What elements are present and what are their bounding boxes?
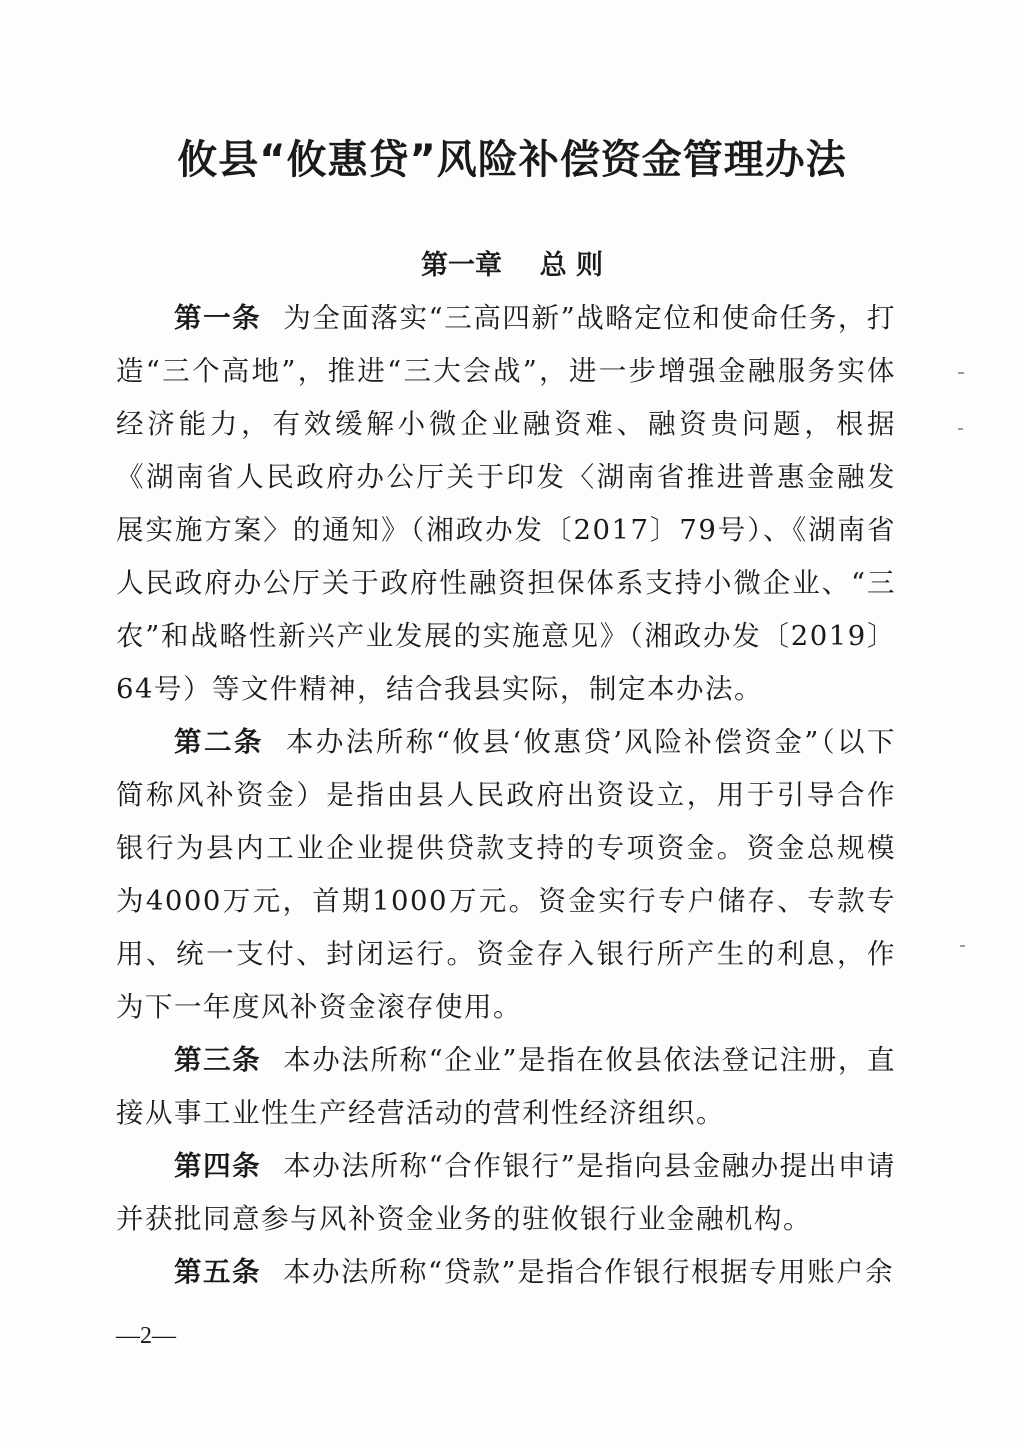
scan-speck xyxy=(960,945,965,947)
article-text: 本办法所称“合作银行”是指向县金融办提出申请并获批同意参与风补资金业务的驻攸银行业金融机构。 xyxy=(116,1150,896,1235)
article-4 xyxy=(116,1140,896,1246)
article-5 xyxy=(116,1246,896,1299)
article-text: 本办法所称“贷款”是指合作银行根据专用账户余 xyxy=(283,1256,895,1288)
article-label: 第五条 xyxy=(174,1256,261,1288)
article-label: 第一条 xyxy=(174,302,262,334)
article-text: 为全面落实“三高四新”战略定位和使命任务，打造“三个高地”，推进“三大会战”，进一步增强金融服务实体经济能力，有效缓解小微企业融资难、融资贵问题，根据《湖南省人民政府办公厅关于印发〈湖南省推进普惠金融发展实施方案〉的通知》（湘政办发〔2017〕79号）、《湖南省人民政府办公厅关于政府性融资担保体系支持小微企业、“三农”和战略性新兴产业发展的实施意见》（湘政办发〔2019〕64号）等文件精神，结合我县实际，制定本办法。 xyxy=(116,302,896,705)
page-number: —2— xyxy=(116,1323,176,1349)
article-1 xyxy=(116,292,896,716)
chapter-heading: 第一章 总 则 xyxy=(421,250,603,281)
scan-speck xyxy=(958,428,963,430)
article-text: 本办法所称“企业”是指在攸县依法登记注册，直接从事工业性生产经营活动的营利性经济组织。 xyxy=(116,1044,896,1129)
document-title: 攸县“攸惠贷”风险补偿资金管理办法 xyxy=(177,137,847,183)
article-3 xyxy=(116,1034,896,1140)
scan-speck xyxy=(958,372,964,374)
article-label: 第三条 xyxy=(174,1044,262,1076)
document-body xyxy=(116,292,896,1299)
article-label: 第二条 xyxy=(174,726,264,758)
article-2 xyxy=(116,716,896,1034)
article-text: 本办法所称“攸县‘攸惠贷’风险补偿资金”（以下简称风补资金）是指由县人民政府出资设立，用于引导合作银行为县内工业企业提供贷款支持的专项资金。资金总规模为4000万元，首期1000万元。资金实行专户储存、专款专用、统一支付、封闭运行。资金存入银行所产生的利息，作为下一年度风补资金滚存使用。 xyxy=(116,726,896,1023)
article-label: 第四条 xyxy=(174,1150,262,1182)
